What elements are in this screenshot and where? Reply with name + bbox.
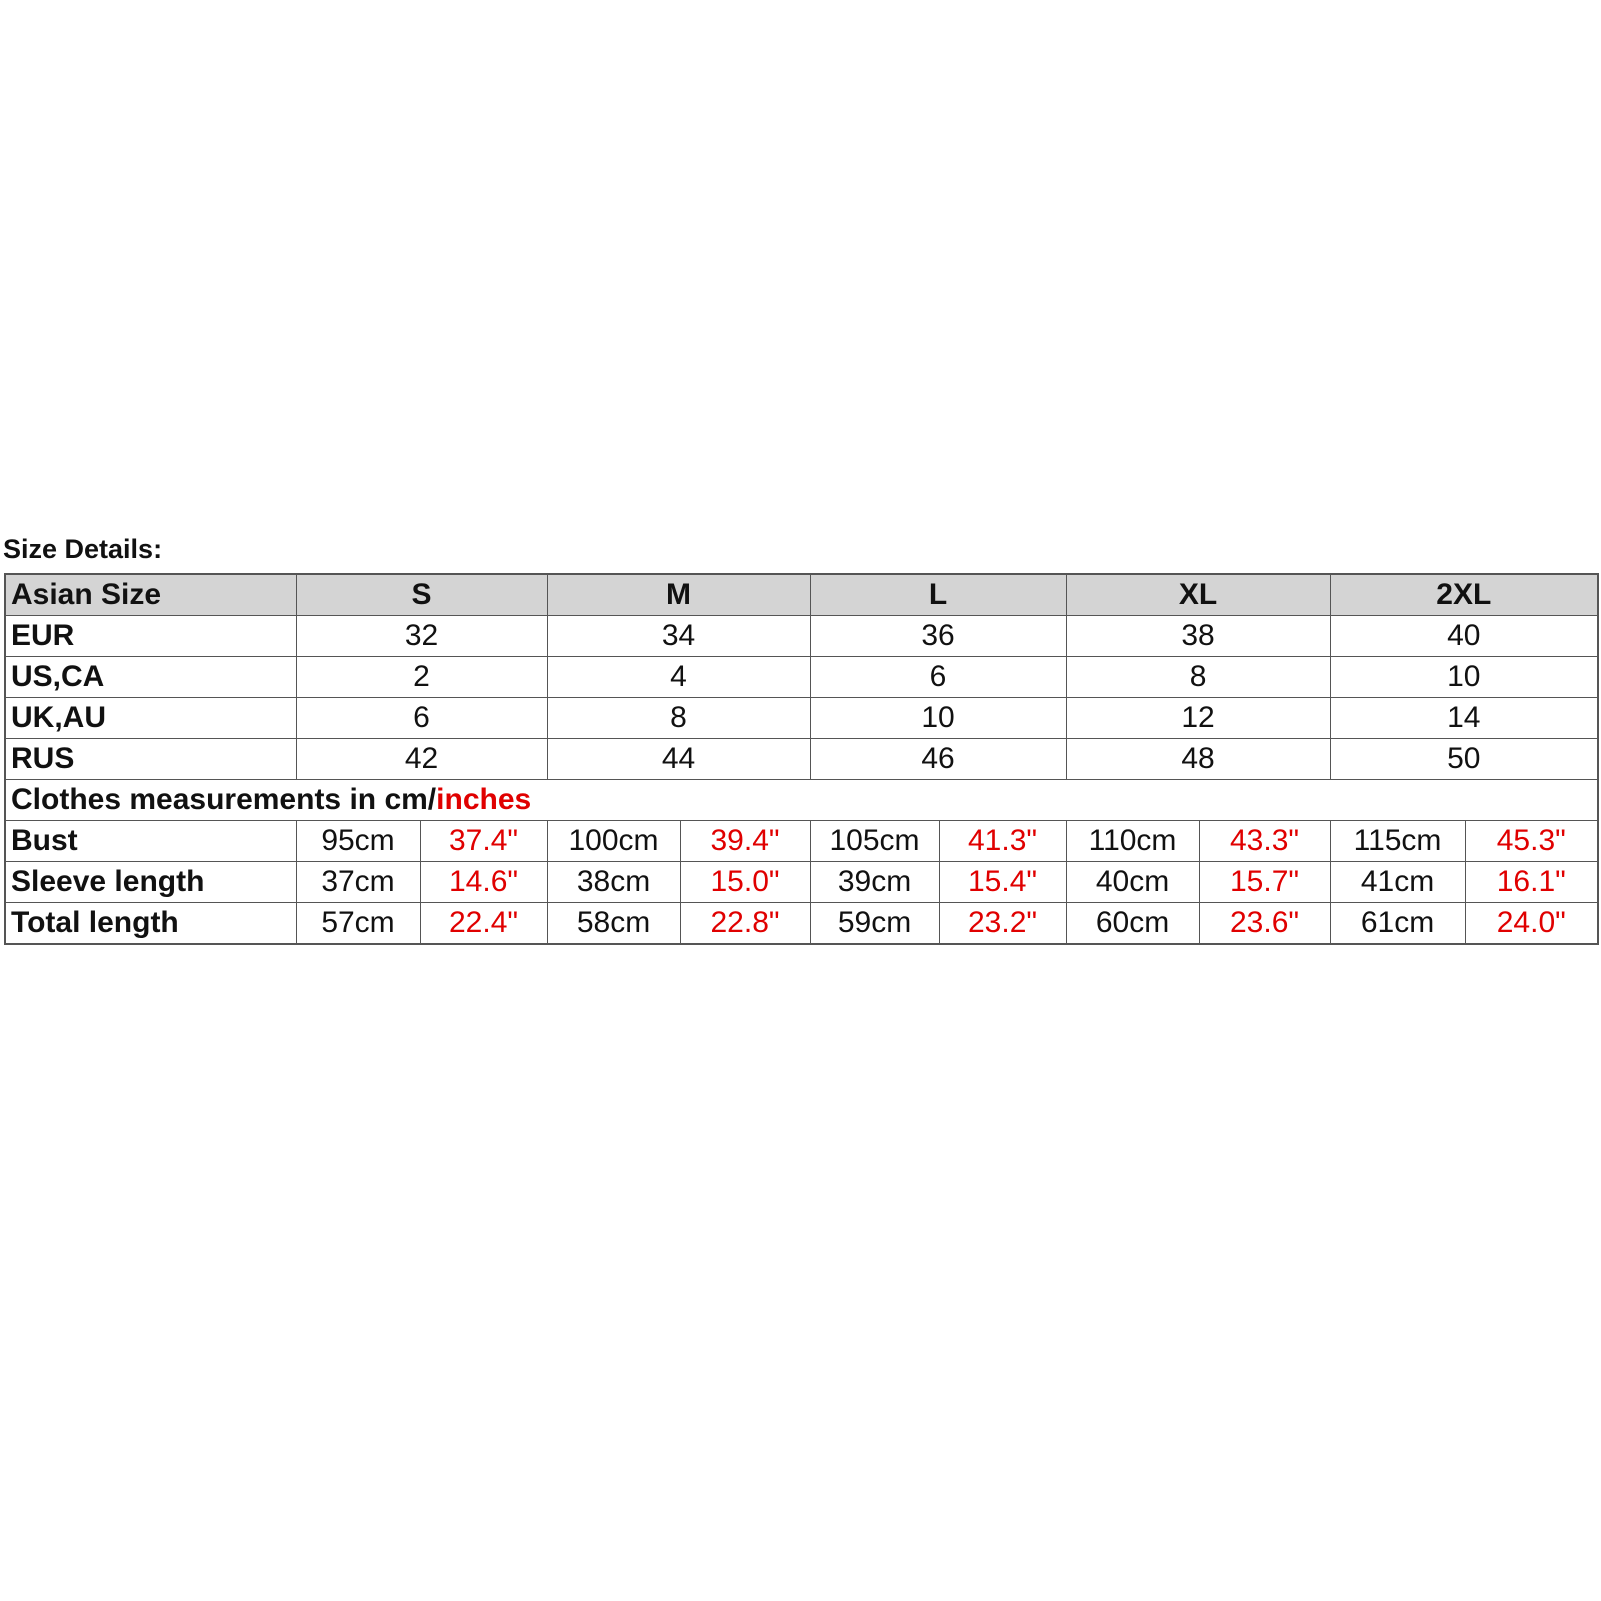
inch-value-cell: 15.7" xyxy=(1199,862,1330,903)
cm-value-cell: 41cm xyxy=(1330,862,1465,903)
inch-value-cell: 16.1" xyxy=(1465,862,1598,903)
measurements-heading-row xyxy=(5,780,1598,821)
inch-value-cell: 41.3" xyxy=(939,821,1066,862)
conversion-row xyxy=(5,657,1598,698)
size-chart-body xyxy=(5,574,1598,944)
measurement-label: Sleeve length xyxy=(5,862,296,903)
size-value-cell: 2 xyxy=(296,657,547,698)
cm-value-cell: 110cm xyxy=(1066,821,1199,862)
size-value-cell: 10 xyxy=(810,698,1066,739)
measurements-heading xyxy=(5,780,1598,821)
conversion-row xyxy=(5,739,1598,780)
inch-value-cell: 37.4" xyxy=(420,821,547,862)
size-value-cell: 8 xyxy=(547,698,810,739)
inch-value-cell: 14.6" xyxy=(420,862,547,903)
inch-value-cell: 22.8" xyxy=(680,903,810,945)
cm-value-cell: 57cm xyxy=(296,903,420,945)
size-value-cell: 36 xyxy=(810,616,1066,657)
measurement-row xyxy=(5,903,1598,945)
size-value-cell: 14 xyxy=(1330,698,1598,739)
measurement-label: Total length xyxy=(5,903,296,945)
size-header-2xl: 2XL xyxy=(1330,574,1598,616)
size-value-cell: 50 xyxy=(1330,739,1598,780)
size-value-cell: 6 xyxy=(810,657,1066,698)
size-value-cell: 44 xyxy=(547,739,810,780)
size-value-cell: 12 xyxy=(1066,698,1330,739)
cm-value-cell: 59cm xyxy=(810,903,939,945)
size-value-cell: 32 xyxy=(296,616,547,657)
cm-value-cell: 60cm xyxy=(1066,903,1199,945)
inch-value-cell: 24.0" xyxy=(1465,903,1598,945)
cm-value-cell: 100cm xyxy=(547,821,680,862)
row-label: UK,AU xyxy=(5,698,296,739)
cm-value-cell: 58cm xyxy=(547,903,680,945)
size-chart-table xyxy=(4,573,1599,945)
measurement-row xyxy=(5,862,1598,903)
measurements-heading-prefix: Clothes measurements in cm/ xyxy=(11,783,437,816)
cm-value-cell: 39cm xyxy=(810,862,939,903)
header-label: Asian Size xyxy=(5,574,296,616)
inch-value-cell: 15.0" xyxy=(680,862,810,903)
size-header-xl: XL xyxy=(1066,574,1330,616)
cm-value-cell: 115cm xyxy=(1330,821,1465,862)
size-header-m: M xyxy=(547,574,810,616)
size-value-cell: 42 xyxy=(296,739,547,780)
cm-value-cell: 61cm xyxy=(1330,903,1465,945)
size-value-cell: 46 xyxy=(810,739,1066,780)
cm-value-cell: 38cm xyxy=(547,862,680,903)
measurement-row xyxy=(5,821,1598,862)
size-value-cell: 40 xyxy=(1330,616,1598,657)
size-value-cell: 10 xyxy=(1330,657,1598,698)
size-value-cell: 6 xyxy=(296,698,547,739)
size-header-s: S xyxy=(296,574,547,616)
row-label: EUR xyxy=(5,616,296,657)
inch-value-cell: 23.6" xyxy=(1199,903,1330,945)
cm-value-cell: 105cm xyxy=(810,821,939,862)
header-row xyxy=(5,574,1598,616)
measurements-heading-inches: inches xyxy=(436,783,532,816)
size-value-cell: 34 xyxy=(547,616,810,657)
inch-value-cell: 43.3" xyxy=(1199,821,1330,862)
cm-value-cell: 95cm xyxy=(296,821,420,862)
row-label: US,CA xyxy=(5,657,296,698)
size-header-l: L xyxy=(810,574,1066,616)
row-label: RUS xyxy=(5,739,296,780)
measurement-label: Bust xyxy=(5,821,296,862)
size-value-cell: 8 xyxy=(1066,657,1330,698)
inch-value-cell: 45.3" xyxy=(1465,821,1598,862)
size-value-cell: 4 xyxy=(547,657,810,698)
size-value-cell: 48 xyxy=(1066,739,1330,780)
conversion-row xyxy=(5,616,1598,657)
inch-value-cell: 22.4" xyxy=(420,903,547,945)
inch-value-cell: 15.4" xyxy=(939,862,1066,903)
conversion-row xyxy=(5,698,1598,739)
inch-value-cell: 23.2" xyxy=(939,903,1066,945)
cm-value-cell: 37cm xyxy=(296,862,420,903)
size-details-caption: Size Details: xyxy=(3,534,163,564)
inch-value-cell: 39.4" xyxy=(680,821,810,862)
size-value-cell: 38 xyxy=(1066,616,1330,657)
cm-value-cell: 40cm xyxy=(1066,862,1199,903)
